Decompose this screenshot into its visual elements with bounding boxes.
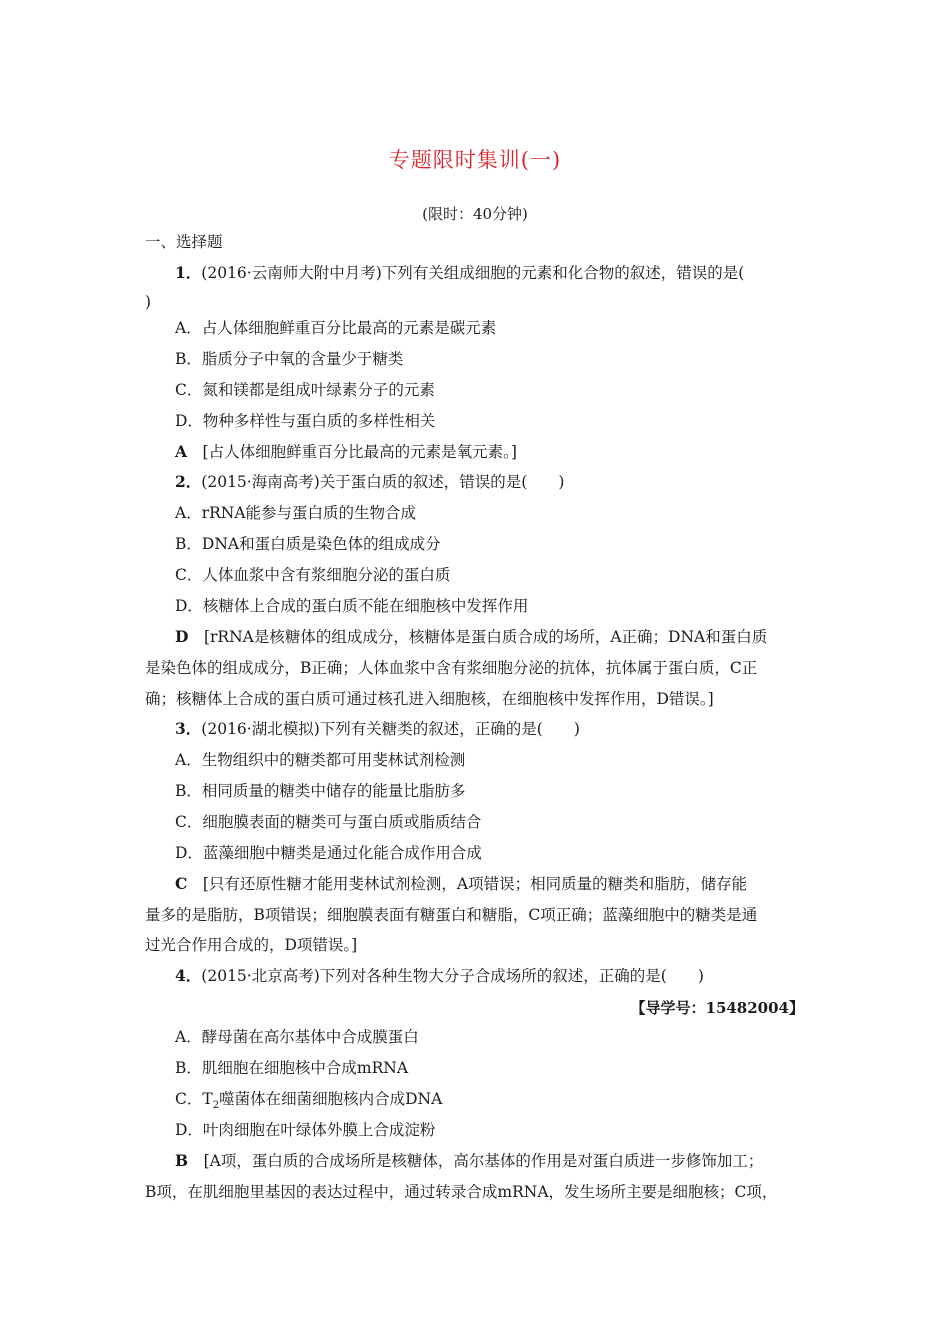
- guide-number: 【导学号：15482004】: [630, 999, 804, 1017]
- option-d: D．核糖体上合成的蛋白质不能在细胞核中发挥作用: [175, 597, 529, 615]
- answer-3-line-3: 过光合作用合成的，D项错误。]: [145, 936, 358, 954]
- question-text: (2016·云南师大附中月考)下列有关组成细胞的元素和化合物的叙述，错误的是(: [201, 264, 745, 282]
- answer-letter: D: [175, 627, 189, 646]
- section-heading: 一、选择题: [145, 233, 223, 251]
- option-a: A．生物组织中的糖类都可用斐林试剂检测: [175, 751, 466, 769]
- option-c: C．人体血浆中含有浆细胞分泌的蛋白质: [175, 566, 451, 584]
- answer-explanation: [占人体细胞鲜重百分比最高的元素是氧元素。]: [202, 443, 517, 461]
- answer-letter: B: [175, 1151, 189, 1170]
- question-text: (2015·北京高考)下列对各种生物大分子合成场所的叙述，正确的是( ): [201, 967, 704, 985]
- option-d: D．物种多样性与蛋白质的多样性相关: [175, 412, 436, 430]
- answer-3-line-2: 量多的是脂肪，B项错误；细胞膜表面有糖蛋白和糖脂，C项正确；蓝藻细胞中的糖类是通: [145, 906, 758, 924]
- answer-2: [175, 627, 767, 647]
- time-limit: (限时：40分钟): [422, 205, 528, 223]
- question-number: 1．: [175, 263, 202, 282]
- answer-explanation: [A项，蛋白质的合成场所是核糖体，高尔基体的作用是对蛋白质进一步修饰加工；: [203, 1152, 764, 1170]
- question-1-stem-end: ): [145, 293, 152, 311]
- question-3-stem: [175, 719, 580, 739]
- answer-2-line-2: 是染色体的组成成分，B正确；人体血浆中含有浆细胞分泌的抗体，抗体属于蛋白质，C正: [145, 659, 758, 677]
- answer-3: [175, 874, 747, 894]
- question-number: 2．: [175, 472, 202, 491]
- option-b: B．相同质量的糖类中储存的能量比脂肪多: [175, 782, 466, 800]
- answer-4-line-2: B项，在肌细胞里基因的表达过程中，通过转录合成mRNA，发生场所主要是细胞核；C项，: [145, 1183, 778, 1201]
- answer-letter: C: [175, 874, 188, 893]
- option-c: [175, 1089, 442, 1116]
- option-c-prefix: C．T: [175, 1090, 213, 1108]
- answer-1: [175, 442, 517, 462]
- option-d: D．蓝藻细胞中糖类是通过化能合成作用合成: [175, 844, 482, 862]
- option-c-subscript: 2: [212, 1100, 220, 1112]
- option-c: C．氮和镁都是组成叶绿素分子的元素: [175, 381, 435, 399]
- question-text: (2016·湖北模拟)下列有关糖类的叙述，正确的是( ): [201, 720, 580, 738]
- question-text: (2015·海南高考)关于蛋白质的叙述，错误的是( ): [201, 473, 565, 491]
- option-b: B．肌细胞在细胞核中合成mRNA: [175, 1059, 409, 1077]
- question-2-stem: [175, 472, 564, 492]
- answer-2-line-3: 确；核糖体上合成的蛋白质可通过核孔进入细胞核，在细胞核中发挥作用，D错误。]: [145, 690, 714, 708]
- option-d: D．叶肉细胞在叶绿体外膜上合成淀粉: [175, 1121, 436, 1139]
- question-number: 4．: [175, 966, 202, 985]
- option-a: A．占人体细胞鲜重百分比最高的元素是碳元素: [175, 319, 497, 337]
- question-1-stem: [175, 263, 744, 283]
- page-title: 专题限时集训(一): [388, 148, 562, 172]
- answer-explanation: [rRNA是核糖体的组成成分，核糖体是蛋白质合成的场所，A正确；DNA和蛋白质: [203, 628, 768, 646]
- option-b: B．脂质分子中氧的含量少于糖类: [175, 350, 404, 368]
- option-a: A．rRNA能参与蛋白质的生物合成: [175, 504, 417, 522]
- answer-4: [175, 1151, 763, 1171]
- option-c: C．细胞膜表面的糖类可与蛋白质或脂质结合: [175, 813, 482, 831]
- option-c-text: 噬菌体在细菌细胞核内合成DNA: [219, 1090, 443, 1108]
- option-a: A．酵母菌在高尔基体中合成膜蛋白: [175, 1028, 419, 1046]
- answer-explanation: [只有还原性糖才能用斐林试剂检测，A项错误；相同质量的糖类和脂肪，储存能: [202, 875, 748, 893]
- option-b: B．DNA和蛋白质是染色体的组成成分: [175, 535, 441, 553]
- question-number: 3．: [175, 719, 202, 738]
- question-4-stem: [175, 966, 704, 986]
- answer-letter: A: [175, 442, 188, 461]
